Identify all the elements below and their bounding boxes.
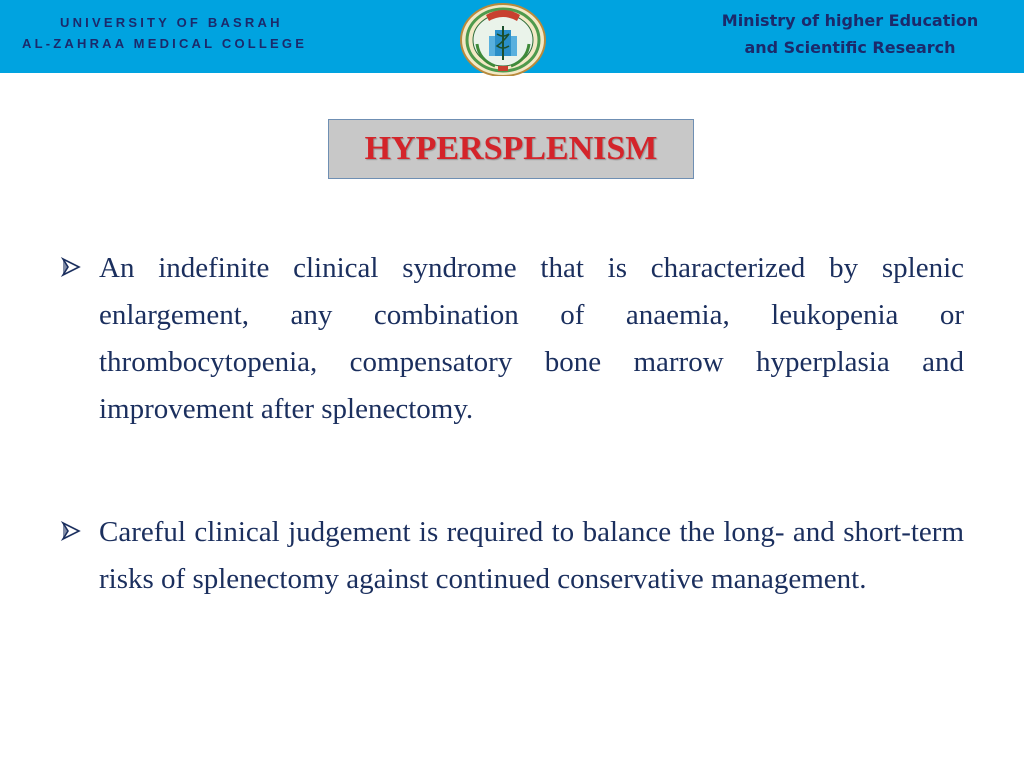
bullet-text: An indefinite clinical syndrome that is characterized by splenic enlargement, any combination of anaemia, leukopenia or thrombocytopenia, compensatory bone marrow hyperplasia and improvement after splenectomy.	[99, 252, 964, 425]
college-seal-icon	[459, 2, 547, 76]
title-box	[328, 119, 694, 179]
university-name: UNIVERSITY OF BASRAH	[60, 15, 283, 30]
ministry-name	[700, 7, 1000, 61]
college-name: AL-ZAHRAA MEDICAL COLLEGE	[22, 36, 308, 51]
bullet-item	[60, 509, 964, 603]
arrow-bullet-icon	[60, 256, 82, 278]
ministry-line-1: Ministry of higher Education	[721, 11, 979, 30]
bullet-text: Careful clinical judgement is required to balance the long- and short-term risks of splenectomy against continued conservative management.	[99, 516, 964, 595]
arrow-bullet-icon	[60, 520, 82, 542]
header-bar	[0, 0, 1024, 73]
page-title: HYPERSPLENISM	[364, 130, 658, 167]
ministry-line-2: and Scientific Research	[744, 38, 956, 57]
bullet-item	[60, 245, 964, 433]
